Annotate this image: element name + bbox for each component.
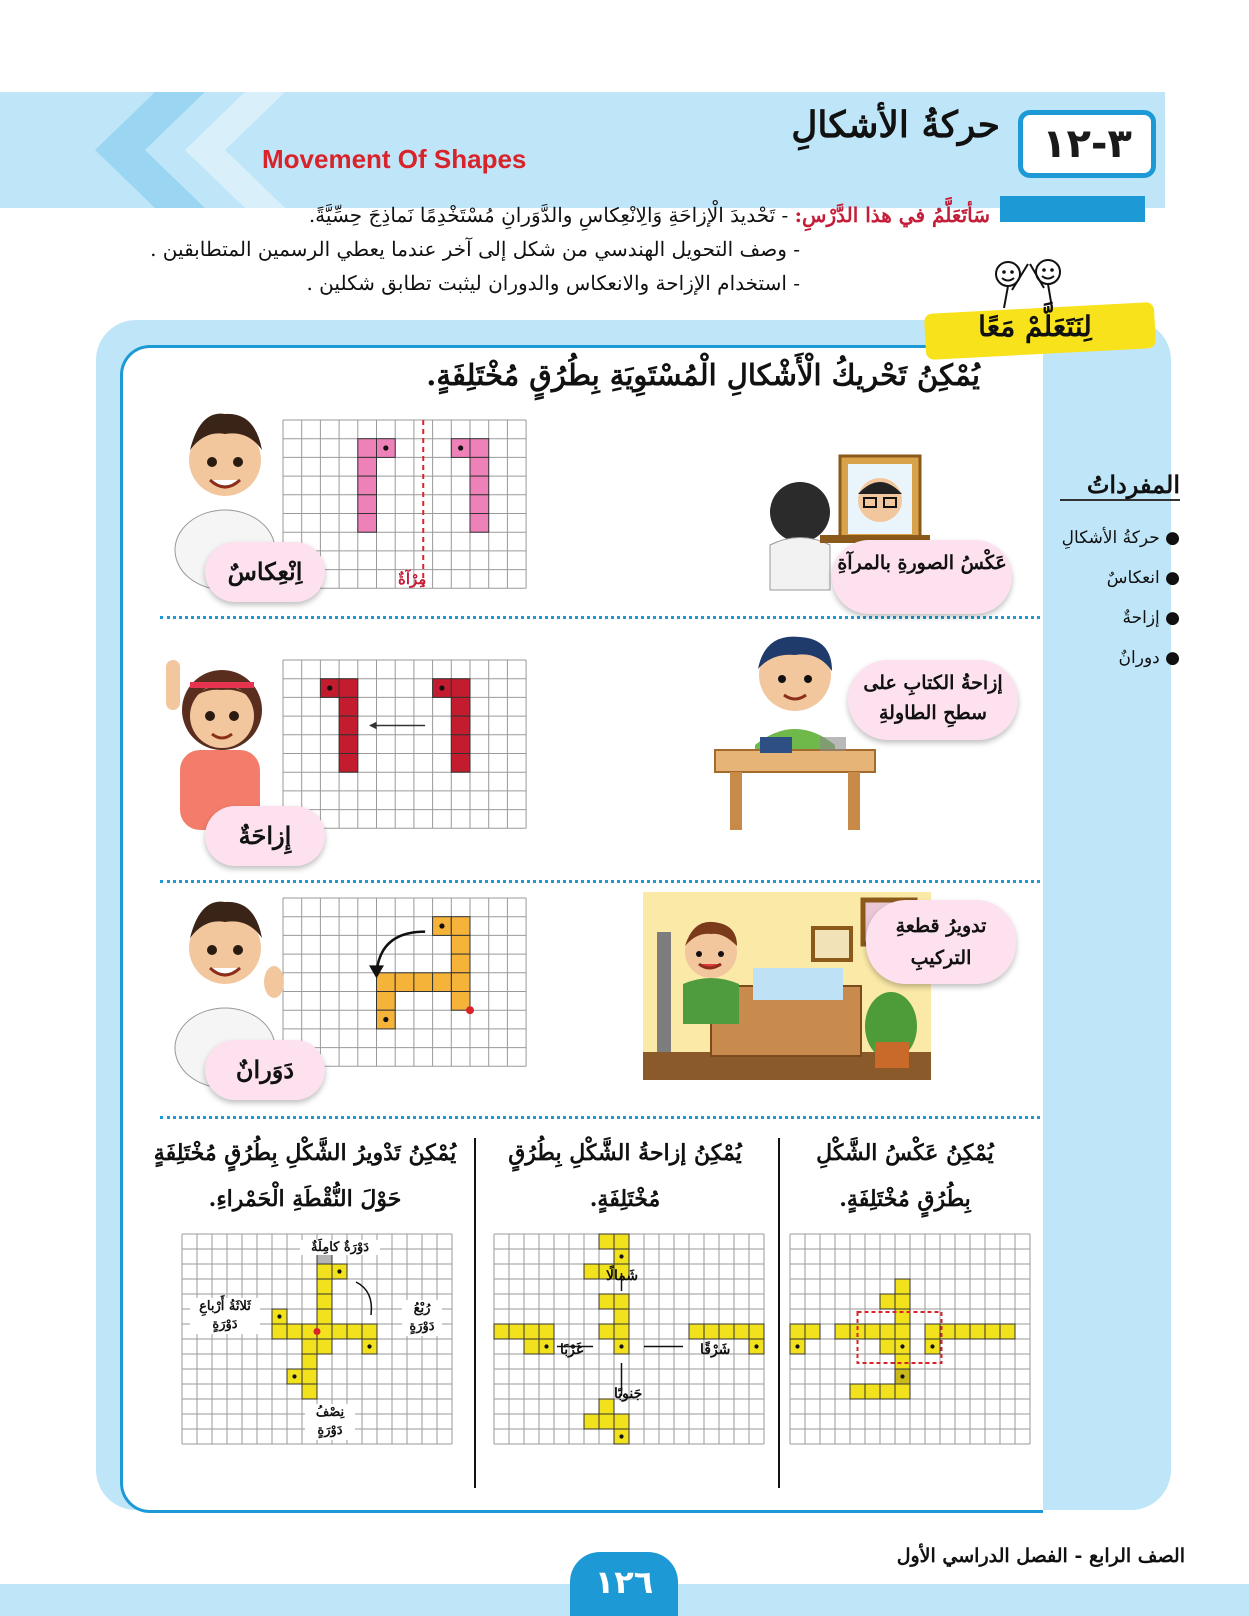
shape-cell-north bbox=[584, 1264, 599, 1279]
lesson-number: ٣-١٢ bbox=[1018, 110, 1156, 178]
south-label: جَنوبًا bbox=[614, 1386, 643, 1402]
reflection-bubble: اِنْعِكاسٌ bbox=[205, 542, 325, 602]
rotation-arrow bbox=[377, 932, 426, 973]
objective-item: - استخدام الإزاحة والانعكاس والدوران ليثبت تطابق شكلين . bbox=[306, 271, 800, 295]
original-shape-cell bbox=[451, 754, 470, 773]
reflected-shape-cell bbox=[805, 1324, 820, 1339]
learn-together-label: لِنَتَعَلَّمْ مَعًا bbox=[978, 310, 1092, 343]
translated-shape-cell bbox=[339, 716, 358, 735]
reflected-shape-cell bbox=[835, 1324, 850, 1339]
full-turn-shape-cell bbox=[317, 1264, 332, 1279]
shape-cell-east bbox=[734, 1324, 749, 1339]
reflection-example-bubble: عَكْسُ الصورةِ بالمرآةِ bbox=[832, 540, 1012, 614]
mirror-label: مِرْآةٌ bbox=[398, 570, 427, 588]
reference-dot bbox=[337, 1269, 341, 1273]
reflected-shape-cell bbox=[1000, 1324, 1015, 1339]
vocabulary-item: ● دورانٌ bbox=[1118, 648, 1180, 668]
rotated-shape-cell bbox=[395, 973, 414, 992]
objective-item: - وصف التحويل الهندسي من شكل إلى آخر عندما يعطي الرسمين المتطابقين . bbox=[150, 237, 800, 261]
translation-column-text: يُمْكِنُ إزاحةُ الشَّكْلِ بِطُرُقٍ مُخْتَلِفَةٍ. bbox=[508, 1140, 742, 1212]
reference-dot bbox=[619, 1434, 623, 1438]
quarter-shape-cell bbox=[347, 1324, 362, 1339]
shape-cell-west bbox=[494, 1324, 509, 1339]
reference-dot bbox=[327, 685, 332, 690]
shape-cell-north bbox=[614, 1234, 629, 1249]
reflected-shape-cell bbox=[358, 439, 377, 458]
original-shape-cell bbox=[451, 716, 470, 735]
reflected-shape-cell bbox=[880, 1339, 895, 1354]
shape-cell-south bbox=[599, 1399, 614, 1414]
three-quarter-shape-cell bbox=[287, 1324, 302, 1339]
original-shape-cell bbox=[470, 514, 489, 533]
reflected-shape-cell bbox=[895, 1279, 910, 1294]
reference-dot bbox=[292, 1374, 296, 1378]
footer-text: الصف الرابع - الفصل الدراسي الأول bbox=[896, 1545, 1185, 1567]
rotation-arrow bbox=[356, 1282, 371, 1315]
reflected-shape-cell bbox=[985, 1324, 1000, 1339]
vocabulary-item-label: حركةُ الأشكالِ bbox=[1061, 528, 1160, 548]
full-turn-shape-cell bbox=[317, 1294, 332, 1309]
half-shape-cell bbox=[302, 1354, 317, 1369]
vocabulary-item-label: إزاحةٌ bbox=[1122, 608, 1160, 628]
reflected-shape-cell bbox=[358, 495, 377, 514]
objectives-intro: سَأتَعَلَّمُ في هذا الدَّرْسِ: bbox=[794, 203, 990, 227]
reference-dot bbox=[795, 1344, 799, 1348]
reference-dot bbox=[930, 1344, 934, 1348]
vocabulary-item-label: انعكاسٌ bbox=[1106, 568, 1160, 588]
reference-dot bbox=[439, 923, 444, 928]
stick-figures-icon bbox=[990, 258, 1070, 308]
shape-cell-north bbox=[599, 1234, 614, 1249]
original-shape-cell bbox=[451, 735, 470, 754]
shape-cell-west bbox=[539, 1324, 554, 1339]
vocabulary-item: ● حركةُ الأشكالِ bbox=[1061, 528, 1180, 548]
translated-shape-cell bbox=[339, 754, 358, 773]
reflected-shape-cell bbox=[865, 1324, 880, 1339]
column-divider bbox=[778, 1138, 780, 1488]
row-divider bbox=[160, 880, 1040, 883]
reference-dot bbox=[277, 1314, 281, 1318]
translation-example-grid bbox=[494, 1234, 774, 1444]
rotation-column-text: يُمْكِنُ تَدْويرُ الشَّكْلِ بِطُرُقٍ مُخْتَلِفَةٍ حَوْلَ النُّقْطَةِ الْحَمْراءِ. bbox=[153, 1140, 457, 1212]
shape-cell-west bbox=[524, 1339, 539, 1354]
shape-cell-east bbox=[704, 1324, 719, 1339]
shape-cell-center bbox=[614, 1324, 629, 1339]
objectives bbox=[90, 198, 990, 300]
three-quarter-shape-cell bbox=[272, 1324, 287, 1339]
rotation-bubble: دَوَرانٌ bbox=[205, 1040, 325, 1100]
reflected-shape-cell bbox=[895, 1324, 910, 1339]
quarter-shape-cell bbox=[317, 1339, 332, 1354]
original-shape-cell bbox=[451, 973, 470, 992]
half-shape-cell bbox=[302, 1339, 317, 1354]
shape-cell-west bbox=[524, 1324, 539, 1339]
shape-cell-center bbox=[614, 1294, 629, 1309]
shape-cell-east bbox=[749, 1324, 764, 1339]
shape-cell-east bbox=[719, 1324, 734, 1339]
reference-dot bbox=[458, 445, 463, 450]
rotation-example-bubble: تدويرُ قطعةِ التركيبِ bbox=[866, 900, 1016, 984]
shape-cell-south bbox=[584, 1414, 599, 1429]
half-shape-cell bbox=[302, 1369, 317, 1384]
girl-character bbox=[160, 640, 280, 830]
shape-cell-west bbox=[509, 1324, 524, 1339]
rotated-shape-cell bbox=[377, 973, 396, 992]
reflected-shape-cell bbox=[955, 1324, 970, 1339]
translation-arrowhead bbox=[369, 722, 376, 729]
quarter-shape-cell bbox=[332, 1324, 347, 1339]
vocabulary-item: ● انعكاسٌ bbox=[1106, 568, 1180, 588]
full-turn-label: دَوْرَةٌ كامِلَةٌ bbox=[300, 1240, 380, 1255]
reflected-shape-cell bbox=[358, 476, 377, 495]
shape-cell-center bbox=[599, 1294, 614, 1309]
shape-cell-east bbox=[689, 1324, 704, 1339]
objective-line-1 bbox=[90, 198, 990, 232]
objectives-marker bbox=[1000, 196, 1145, 222]
quarter-turn-label: رُبْعُ دَوْرَةٍ bbox=[402, 1300, 442, 1336]
vocabulary-item: ● إزاحةٌ bbox=[1122, 608, 1180, 628]
reflected-shape-cell bbox=[790, 1324, 805, 1339]
rotation-center-dot bbox=[466, 1006, 474, 1014]
vocabulary-item-label: دورانٌ bbox=[1118, 648, 1160, 668]
full-turn-shape-cell bbox=[317, 1279, 332, 1294]
column-divider bbox=[474, 1138, 476, 1488]
rotated-shape-cell bbox=[433, 973, 452, 992]
objective-item: - تَحْديدَ الْإزاحَةِ وَالِانْعِكاسِ والدَّوَرانِ مُسْتَخْدِمًا نَماذِجَ حِسِّيَّةً. bbox=[308, 203, 789, 227]
shape-cell-south bbox=[614, 1414, 629, 1429]
quarter-shape-cell bbox=[362, 1324, 377, 1339]
reference-dot bbox=[383, 1017, 388, 1022]
three-quarter-turn-label: ثَلاثَةُ أَرْباعِ دَوْرَةٍ bbox=[190, 1298, 260, 1334]
lesson-title: حركةُ الأشكالِ bbox=[791, 104, 1000, 146]
reference-dot bbox=[619, 1344, 623, 1348]
north-label: شَمالًا bbox=[606, 1268, 639, 1284]
reference-dot bbox=[754, 1344, 758, 1348]
row-divider bbox=[160, 616, 1040, 619]
lesson-title-english: Movement Of Shapes bbox=[262, 144, 527, 174]
page-number: ١٢٦ bbox=[570, 1552, 678, 1616]
translation-bubble: إِزاحَةٌ bbox=[205, 806, 325, 866]
original-shape-cell bbox=[470, 439, 489, 458]
shape-cell-south bbox=[599, 1414, 614, 1429]
reflected-shape-cell bbox=[925, 1324, 940, 1339]
reflected-shape-cell bbox=[850, 1384, 865, 1399]
original-shape-cell bbox=[451, 917, 470, 936]
east-label: شَرْقًا bbox=[700, 1342, 731, 1358]
reference-dot bbox=[383, 445, 388, 450]
translation-grid bbox=[283, 660, 526, 832]
reflected-shape-cell bbox=[358, 457, 377, 476]
reflected-shape-cell bbox=[865, 1384, 880, 1399]
west-label: غَرْبًا bbox=[560, 1342, 584, 1358]
reflected-shape-cell bbox=[880, 1324, 895, 1339]
original-shape-cell bbox=[451, 954, 470, 973]
reference-dot bbox=[367, 1344, 371, 1348]
translated-shape-cell bbox=[339, 697, 358, 716]
translated-shape-cell bbox=[339, 735, 358, 754]
half-turn-label: نِصْفُ دَوْرَةٍ bbox=[305, 1404, 355, 1440]
reflected-shape-cell bbox=[880, 1384, 895, 1399]
reflected-shape-cell bbox=[970, 1324, 985, 1339]
section-heading: يُمْكِنُ تَحْريكُ الْأَشْكالِ الْمُسْتَوِيَةِ بِطُرُقٍ مُخْتَلِفَةٍ. bbox=[426, 358, 980, 392]
reflected-shape-cell bbox=[895, 1384, 910, 1399]
table-scene-illustration bbox=[710, 625, 880, 830]
shape-cell-center bbox=[614, 1309, 629, 1324]
reflected-shape-cell bbox=[895, 1354, 910, 1369]
reflected-shape-cell bbox=[895, 1294, 910, 1309]
row-divider bbox=[160, 1116, 1040, 1119]
rotation-center-dot bbox=[314, 1328, 321, 1335]
rotated-shape-cell bbox=[414, 973, 433, 992]
shape-cell-center bbox=[599, 1324, 614, 1339]
vocabulary-title: المفرداتُ bbox=[1060, 470, 1180, 501]
reflected-shape-cell bbox=[358, 514, 377, 533]
rotated-shape-cell bbox=[377, 992, 396, 1011]
reference-dot bbox=[900, 1374, 904, 1378]
original-shape-cell bbox=[451, 697, 470, 716]
full-turn-shape-cell bbox=[317, 1309, 332, 1324]
rotation-grid bbox=[283, 898, 526, 1070]
reference-dot bbox=[439, 685, 444, 690]
reference-dot bbox=[544, 1344, 548, 1348]
reference-dot bbox=[900, 1344, 904, 1348]
original-shape-cell bbox=[451, 935, 470, 954]
original-shape-cell bbox=[470, 495, 489, 514]
reference-dot bbox=[619, 1254, 623, 1258]
reflection-column-text: يُمْكِنُ عَكْسُ الشَّكْلِ بِطُرُقٍ مُخْتَلِفَةٍ. bbox=[816, 1140, 994, 1212]
reflected-shape-cell bbox=[880, 1294, 895, 1309]
translated-shape-cell bbox=[339, 679, 358, 698]
translation-example-bubble: إزاحةُ الكتابِ على سطحِ الطاولةِ bbox=[848, 660, 1018, 740]
original-shape-cell bbox=[451, 679, 470, 698]
reflection-example-grid bbox=[790, 1234, 1030, 1444]
original-shape-cell bbox=[470, 457, 489, 476]
original-shape-cell bbox=[470, 476, 489, 495]
half-shape-cell bbox=[302, 1384, 317, 1399]
